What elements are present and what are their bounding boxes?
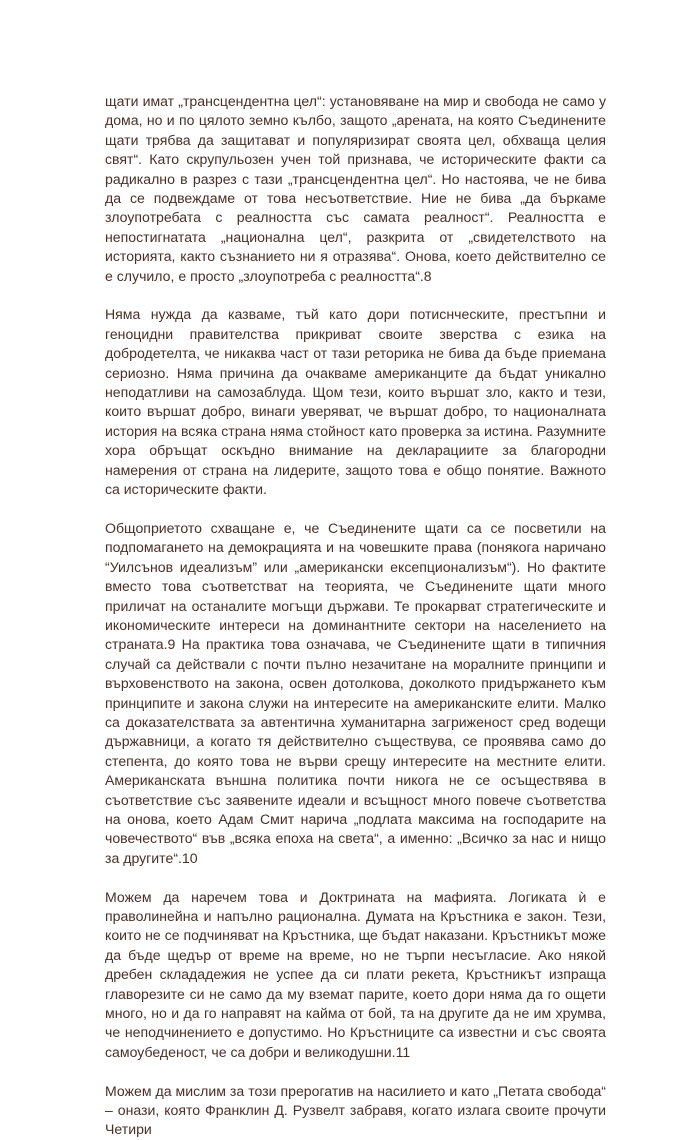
paragraph-2: Няма нужда да казваме, тъй като дори потиснческите, престъпни и геноцидни правителства прикриват своите зверства с езика на добродетелта, че никаква част от тази реторика не бива да бъде приемана сериозно. Няма причина да очакваме американците да бъдат уникално неподатливи на самозаблуда. Щом тези, които вършат зло, както и тези, които вършат добро, винаги уверяват, че вършат добро, то националната история на всяка страна няма стойност като проверка за истина. Разумните хора обръщат оскъдно внимание на декларациите за благородни намерения от страна на лидерите, защото това е общо понятие. Важното са историческите факти. — [105, 306, 606, 498]
paragraph-5: Можем да мислим за този прерогатив на насилието и като „Петата свобода“ – онази, която Франклин Д. Рузвелт забравя, когато излага своите прочути Четири — [105, 1082, 606, 1138]
paragraph-4: Можем да наречем това и Доктрината на мафията. Логиката ѝ е праволинейна и напълно рационална. Думата на Кръстника е закон. Тези, които не се подчиняват на Кръстника, ще бъдат наказани. Кръстникът може да бъде щедър от време на време, но не търпи несъгласие. Ако някой дребен склададежия не успее да си плати рекета, Кръстникът изпраща главорезите си не само да му вземат парите, което дори няма да го ощети много, но и да го направят на кайма от бой, та на другите да не им хрумва, че неподчинението е допустимо. Но Кръстниците са известни и със своята самоубеденост, че са добри и великодушни.11 — [105, 888, 606, 1060]
paragraph-3: Общоприетото схващане е, че Съединените щати са се посветили на подпомагането на демокрацията и на човешките права (понякога наричано “Уилсънов идеализъм” или „американски ексепционализъм“). Но фактите вместо това съответстват на теорията, че Съединените щати много приличат на останалите могъщи държави. Те прокарват стратегическите и икономическите интереси на доминантните сектори на населението на страната.9 На практика това означава, че Съединените щати в типичния случай са действали с почти пълно незачитане на моралните принципи и върховенството на закона, освен дотолкова, доколкото придържането към принципите и закона служи на интересите на американските елити. Малко са доказателствата за автентична хуманитарна загриженост сред водещи държавници, а когато тя действително съществува, се проявява само до степента, до която това не върви срещу интересите на местните елити. Американската външна политика почти никога не се осъществява в съответствие със заявените идеали и всъщност много повече съответства на онова, което Адам Смит нарича „подлата максима на господарите на човечеството“ във „всяка епоха на света“, а именно: „Всичко за нас и нищо за другите“.10 — [105, 519, 606, 866]
paragraph-1: щати имат „трансцендентна цел“: установяване на мир и свобода не само у дома, но и по цялото земно кълбо, защото „арената, на която Съединените щати трябва да защитават и популяризират своята цел, обхваща целия свят“. Като скрупульозен учен той признава, че историческите факти са радикално в разрез с тази „трансцендентна цел“. Но настоява, че не бива да се подвеждаме от това несъответствие. Ние не бива „да бъркаме злоупотребата с реалността със самата реалност“. Реалността е непостигнатата „национална цел“, разкрита от „свидетелството на историята, както съзнанието ни я отразява“. Онова, което действително се е случило, е просто „злоупотреба с реалността“.8 — [105, 93, 606, 284]
